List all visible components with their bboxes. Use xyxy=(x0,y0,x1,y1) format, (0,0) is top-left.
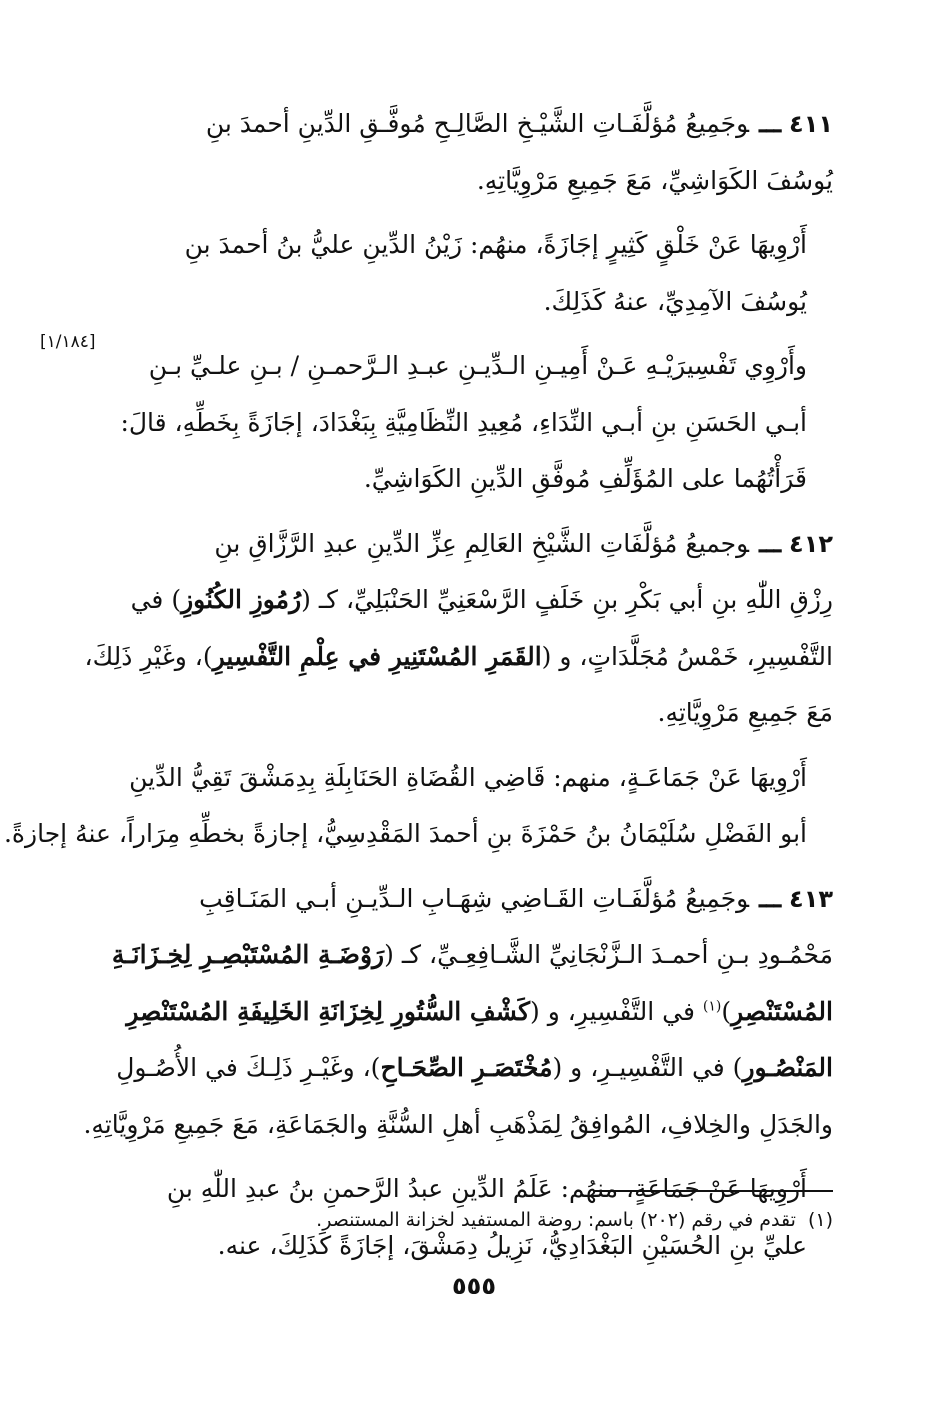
entry-411-tafsir-paragraph xyxy=(108,338,833,508)
entry-411-tafsir-line-3: قَرَأْتُهُما على المُؤَلِّفِ مُوفَّقِ الدِّينِ الكَوَاشِيِّ. xyxy=(363,464,807,493)
entry-411-chain-line-2: يُوسُفَ الآمِدِيِّ، عنهُ كَذَلِكَ. xyxy=(543,286,807,316)
entry-413-paragraph xyxy=(83,871,833,1154)
footnote-number: (١) xyxy=(807,1209,833,1231)
entry-412-chain-line-2: أبو الفَضْلِ سُلَيْمَانُ بنُ حَمْزَةَ بنِ أحمدَ المَقْدِسِيُّ، إجازةً بخطِّهِ مِرَاراً، عنهُ إجازةً. xyxy=(3,819,807,848)
entry-dash: ـــ xyxy=(759,528,782,558)
book-title: مُخْتَصَـرِ الصِّحَـاحِ xyxy=(380,1053,553,1082)
entry-411-chain-line-1: أَرْوِيهَا عَنْ خَلْقٍ كَثِيرٍ إجَازَةً، منهُم: زَيْنُ الدِّينِ عليُّ بنُ أحمدَ بنِ xyxy=(184,230,807,259)
entry-number: ٤١١ xyxy=(789,110,833,138)
entry-411-line-2: يُوسُفَ الكَوَاشِيِّ، مَعَ جَمِيعِ مَرْوِيَّاتِهِ. xyxy=(476,165,833,195)
entry-412-line-2 xyxy=(108,572,833,629)
book-title: المُسْتَنْصِرِ xyxy=(731,996,833,1026)
footnote-divider xyxy=(593,1190,833,1192)
entry-411-tafsir-line-1: وأَرْوِي تَفْسِيرَيْـهِ عَـنْ أَمِيـنِ الـدِّيـنِ عبـدِ الـرَّحمـنِ / بـنِ علـيِّ بـنِ xyxy=(148,351,807,380)
book-title: رَوْضَـةِ المُسْتَبْصِـرِ لِخِـزَانَـةِ xyxy=(111,940,385,969)
entry-413-line-2 xyxy=(108,927,833,984)
entry-411-paragraph xyxy=(108,96,833,209)
entry-412-line-1 xyxy=(108,516,833,573)
book-title: كَشْفِ السُّتُورِ لِخِزَانَةِ الخَلِيفَةِ المُسْتَنْصِرِ xyxy=(126,996,530,1026)
footnote xyxy=(108,1200,833,1240)
entry-412-chain-paragraph xyxy=(3,750,833,863)
entry-text: مَحْمُـودِ بـنِ أحمـدَ الـزَّنْجَانِيِّ الشَّـافِعِـيِّ، كـ ( xyxy=(384,940,833,969)
entry-text: التَّفْسِيرِ، خَمْسُ مُجَلَّدَاتٍ، و ( xyxy=(541,641,833,671)
entry-413-chain-line-1: أَرْوِيهَا عَنْ جَمَاعَةٍ، منهُم: عَلَمُ الدِّينِ عبدُ الرَّحمنِ بنُ عبدِ اللّٰهِ بنِ xyxy=(166,1174,807,1203)
entry-411-tafsir-line-2: أبـي الحَسَنِ بنِ أبـي النِّدَاءِ، مُعِيدِ النِّظَامِيَّةِ بِبَغْدَادَ، إجَازَةً بِخَطِّهِ، قالَ: xyxy=(120,407,807,437)
entry-text: وجَمِيعُ مُؤلَّفَـاتِ الشَّيْـخِ الصَّالِـحِ مُوفَّـقِ الدِّينِ أحمدَ بنِ xyxy=(205,109,750,138)
entry-text: )، وغَيْرِ ذَلِكَ، xyxy=(84,641,213,671)
entry-412-paragraph xyxy=(84,516,833,742)
book-title: القَمَرِ المُسْتَنِيرِ في عِلْمِ التَّفْسِيرِ xyxy=(212,641,542,671)
entry-413-line-5: والجَدَلِ والخِلافِ، المُوافِقُ لِمَذْهَبِ أهلِ السُّنَّةِ والجَمَاعَةِ، مَعَ جَمِيعِ مَرْوِيَّاتِهِ. xyxy=(83,1109,833,1139)
footnote-text: تقدم في رقم (٢٠٢) باسم: روضة المستفيد لخزانة المستنصر. xyxy=(316,1209,796,1231)
entry-412-chain-line-1: أَرْوِيهَا عَنْ جَمَاعَـةٍ، منهم: قَاضِي القُضَاةِ الحَنَابِلَةِ بِدِمَشْقَ تَقِيُّ الدِّينِ xyxy=(129,762,807,792)
entry-text: ) xyxy=(721,996,732,1026)
entry-text: ) في xyxy=(130,585,182,614)
entry-413-line-1 xyxy=(108,871,833,928)
entry-text: في التَّفْسِيرِ، و ( xyxy=(530,996,703,1026)
entry-text: )، وغَيْـرِ ذَلِـكَ في الأُصُـولِ xyxy=(116,1053,381,1082)
entry-411-line-1 xyxy=(108,96,833,153)
entry-number: ٤١٢ xyxy=(789,529,833,558)
entry-text: ) في التَّفْسِيـرِ، و ( xyxy=(552,1053,743,1082)
book-title: رُمُوزِ الكُنُوزِ xyxy=(181,585,302,614)
entry-dash: ـــ xyxy=(759,883,782,913)
page-number: ٥٥٥ xyxy=(452,1272,496,1300)
margin-reference: [١/١٨٤] xyxy=(40,332,96,352)
book-title: المَنْصُـورِ xyxy=(742,1053,833,1082)
entry-text: رِزْقِ اللّٰهِ بنِ أبي بَكْرِ بنِ خَلَفٍ الرَّسْعَنِيِّ الحَنْبَلِيِّ، كـ ( xyxy=(301,585,833,614)
footnote-marker: (١) xyxy=(702,998,722,1015)
entry-412-line-3 xyxy=(84,629,833,686)
entry-412-line-4: مَعَ جَمِيعِ مَرْوِيَّاتِهِ. xyxy=(657,698,833,727)
entry-text: وجميعُ مُؤلَّفَاتِ الشَّيْخِ العَالِمِ عِزِّ الدِّينِ عبدِ الرَّزَّاقِ بنِ xyxy=(214,528,750,558)
entry-411-chain-paragraph xyxy=(108,217,833,330)
entry-413-line-3 xyxy=(108,984,833,1041)
entry-text: وجَمِيعُ مُؤلَّفَـاتِ القَـاضِي شِهَـابِ الـدِّيـنِ أبـي المَنَـاقِبِ xyxy=(199,883,750,913)
entry-413-chain-line-2: عليِّ بنِ الحُسَيْنِ البَغْدَادِيُّ، نَزِيلُ دِمَشْقَ، إجَازَةً كَذَلِكَ، عنه. xyxy=(217,1230,807,1260)
entry-number: ٤١٣ xyxy=(789,884,833,913)
entry-413-line-4 xyxy=(108,1040,833,1097)
entry-dash: ـــ xyxy=(759,109,782,138)
